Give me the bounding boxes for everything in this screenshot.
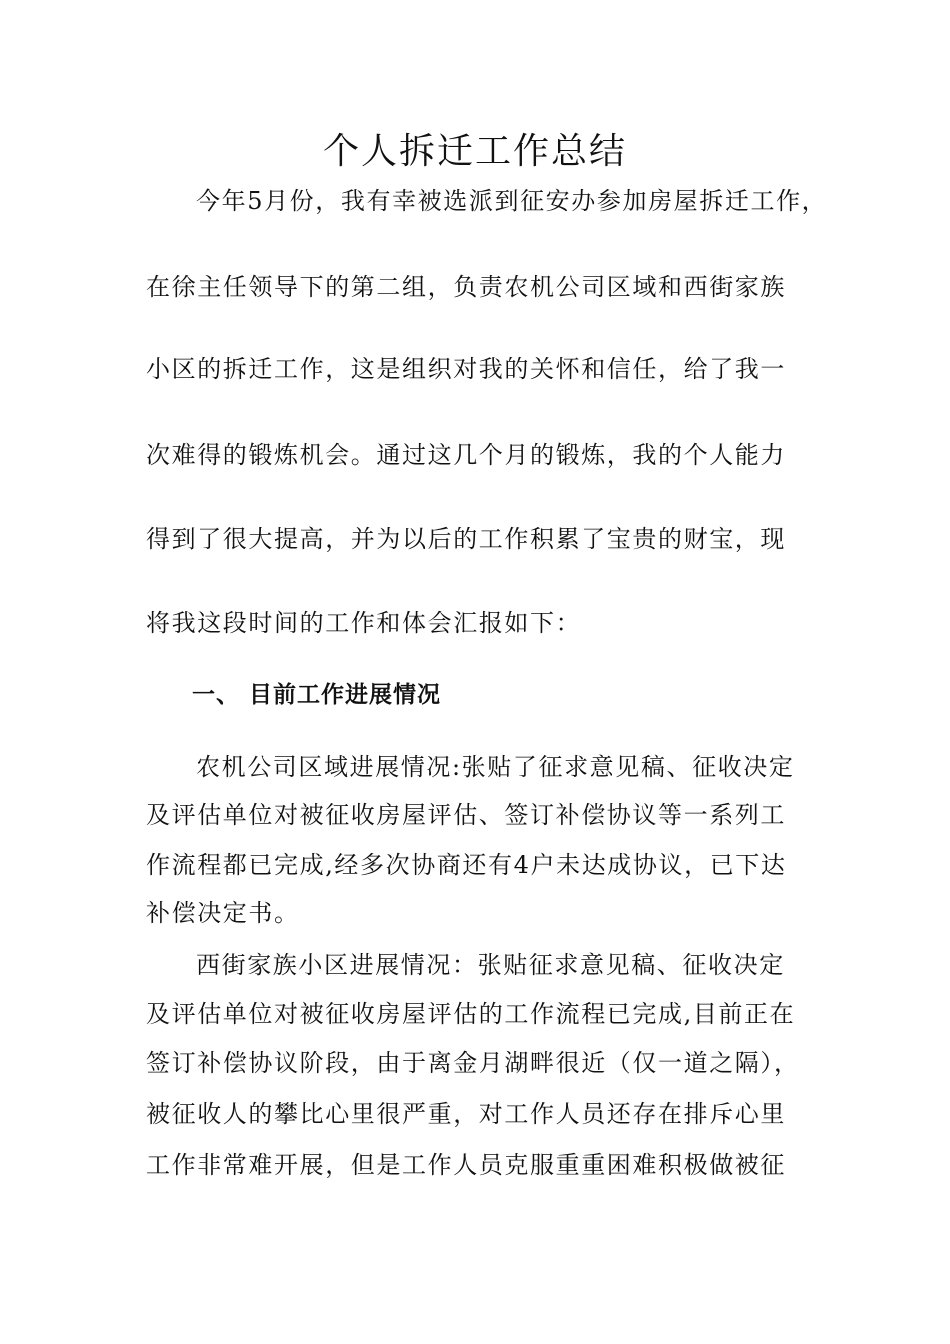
intro-line: 在徐主任领导下的第二组，负责农机公司区域和西街家族 <box>146 273 786 301</box>
intro-line: 得到了很大提高，并为以后的工作积累了宝贵的财宝，现 <box>146 525 786 553</box>
paragraph-line: 签订补偿协议阶段，由于离金月湖畔很近（仅一道之隔）， <box>146 1049 800 1077</box>
paragraph-line: 作流程都已完成,经多次协商还有4户未达成协议，已下达 <box>146 851 787 879</box>
intro-line: 今年5月份，我有幸被选派到征安办参加房屋拆迁工作， <box>196 187 828 215</box>
document-title: 个人拆迁工作总结 <box>322 131 627 172</box>
paragraph-line: 被征收人的攀比心里很严重，对工作人员还存在排斥心里 <box>146 1100 786 1128</box>
paragraph-line: 西街家族小区进展情况：张贴征求意见稿、征收决定 <box>196 951 785 979</box>
paragraph-line: 补偿决定书。 <box>146 899 300 927</box>
section-heading: 一、 目前工作进展情况 <box>192 682 442 708</box>
intro-line: 将我这段时间的工作和体会汇报如下： <box>146 609 582 637</box>
paragraph-line: 及评估单位对被征收房屋评估、签订补偿协议等一系列工 <box>146 801 786 829</box>
intro-line: 次难得的锻炼机会。通过这几个月的锻炼，我的个人能力 <box>146 441 786 469</box>
intro-line: 小区的拆迁工作，这是组织对我的关怀和信任，给了我一 <box>146 355 786 383</box>
paragraph-line: 工作非常难开展，但是工作人员克服重重困难积极做被征 <box>146 1151 786 1179</box>
paragraph-line: 及评估单位对被征收房屋评估的工作流程已完成,目前正在 <box>146 1000 796 1028</box>
paragraph-line: 农机公司区域进展情况:张贴了征求意见稿、征收决定 <box>196 753 795 781</box>
